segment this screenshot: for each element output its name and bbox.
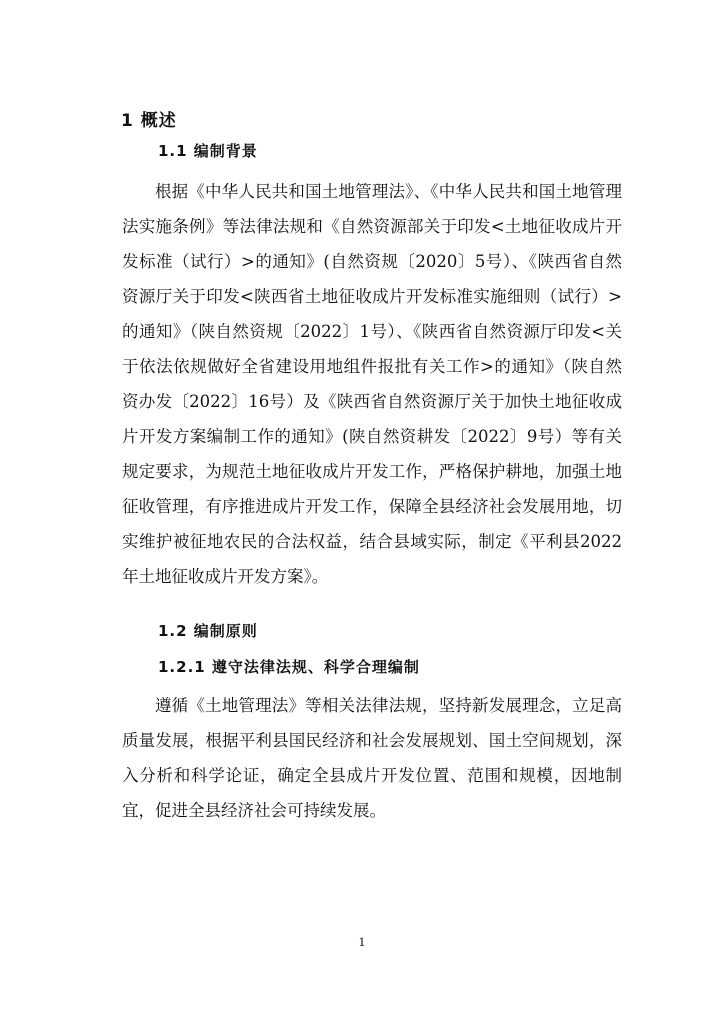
heading-principle-law: 1.2.1 遵守法律法规、科学合理编制 [158,658,420,676]
paragraph-principle-law: 遵循《土地管理法》等相关法律法规，坚持新发展理念，立足高质量发展，根据平利县国民经济和社会发展规划、国土空间规划，深入分析和科学论证，确定全县成片开发位置、范围和规模，因地制宜，促进全县经济社会可持续发展。 [122,696,622,820]
paragraph-background: 根据《中华人民共和国土地管理法》、《中华人民共和国土地管理法实施条例》等法律法规和《自然资源部关于印发<土地征收成片开发标准（试行）>的通知》(自然资规〔2020〕5号）、《陕西省自然资源厅关于印发<陕西省土地征收成片开发标准实施细则（试行）>的通知》（陕自然资规〔2022〕1号）、《陕西省自然资源厅印发<关于依法依规做好全省建设用地组件报批有关工作>的通知》（陕自然资办发〔2022〕16号）及《陕西省自然资源厅关于加快土地征收成片开发方案编制工作的通知》(陕自然资耕发〔2022〕9号）等有关规定要求，为规范土地征收成片开发工作，严格保护耕地，加强土地征收管理，有序推进成片开发工作，保障全县经济社会发展用地，切实维护被征地农民的合法权益，结合县域实际，制定《平利县2022年土地征收成片开发方案》。 [122,182,622,586]
heading-overview: 1 概述 [121,111,177,131]
page-number: 1 [358,936,366,949]
heading-principles: 1.2 编制原则 [158,622,258,640]
heading-background: 1.1 编制背景 [158,142,258,160]
